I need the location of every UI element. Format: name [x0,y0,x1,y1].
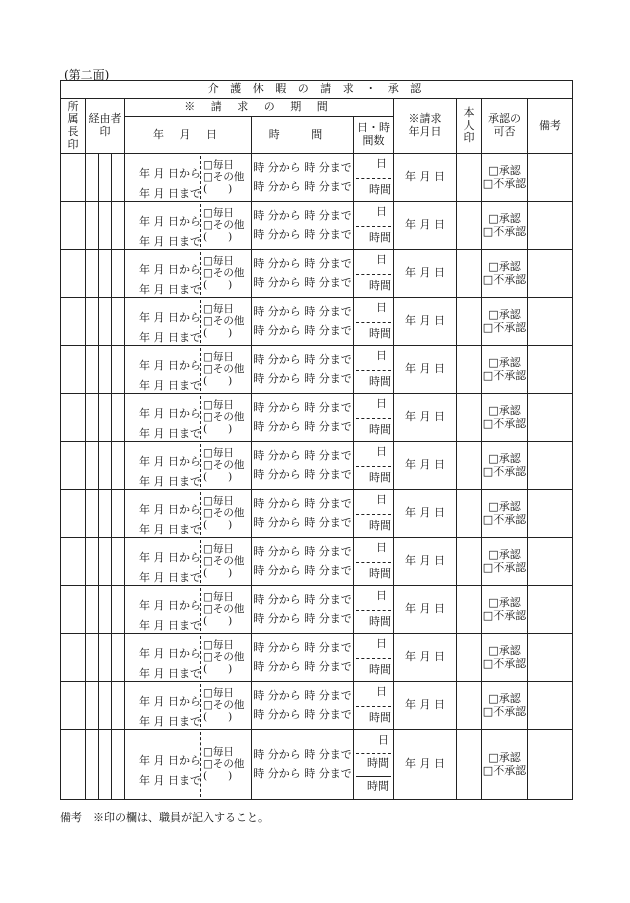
dept-head-seal-cell[interactable] [61,154,86,202]
request-date-cell[interactable]: 年 月 日 [394,202,457,250]
date-from: 年 月 日から [139,754,201,767]
chain-seal-cell[interactable] [86,490,99,538]
date-from: 年 月 日から [139,599,201,612]
days-hours-cell[interactable]: 日 時間 [354,442,394,490]
chain-seal-cell[interactable] [112,634,125,682]
daily-checkbox[interactable]: □毎日 [203,746,234,758]
time-range-cell[interactable]: 時 分から 時 分まで 時 分から 時 分まで [252,154,354,202]
date-to: 年 月 日まで [139,331,201,344]
approval-cell[interactable] [482,634,528,682]
date-to: 年 月 日まで [139,475,201,488]
approval-cell[interactable] [482,586,528,634]
self-seal-cell[interactable] [457,682,482,730]
disapprove-checkbox: □不承認 [482,704,527,718]
days-hours-cell[interactable]: 日 時間 [354,346,394,394]
chain-seal-cell[interactable] [86,202,99,250]
chain-seal-cell[interactable] [99,682,112,730]
days-hours-cell[interactable]: 日 時間 [354,538,394,586]
time-range-cell[interactable]: 時 分から 時 分まで 時 分から 時 分まで [252,730,354,800]
date-to: 年 月 日まで [139,667,201,680]
chain-seal-cell[interactable] [86,298,99,346]
chain-seal-cell[interactable] [99,538,112,586]
approval-cell[interactable] [482,394,528,442]
days-hours-cell[interactable]: 日 時間 [354,586,394,634]
remarks-header: 備考 [528,99,573,154]
chain-seal-cell[interactable] [112,538,125,586]
other-checkbox[interactable]: □その他 [203,650,245,663]
days-hours-cell[interactable]: 日 時間 [354,490,394,538]
approve-checkbox: □承認 [488,403,521,417]
approval-cell[interactable] [482,298,528,346]
date-from: 年 月 日から [139,359,201,372]
chain-seal-cell[interactable] [99,346,112,394]
approval-cell[interactable] [482,490,528,538]
other-checkbox[interactable]: □その他 [203,266,245,279]
period-header: ※ 請 求 の 期 間 [125,99,394,117]
disapprove-checkbox: □不承認 [482,176,527,190]
other-checkbox[interactable]: □その他 [203,314,245,327]
days-hours-cell[interactable]: 日 時間 [354,250,394,298]
daily-checkbox[interactable]: □毎日 [203,255,234,267]
entry-row [61,346,573,394]
date-range-cell[interactable] [125,346,252,394]
self-seal-cell[interactable] [457,250,482,298]
dept-head-seal-cell[interactable] [61,490,86,538]
dept-head-seal-cell[interactable] [61,586,86,634]
date-to: 年 月 日まで [139,235,201,248]
days-hours-cell[interactable]: 日 時間 [354,154,394,202]
other-detail: ( ) [203,422,233,435]
approval-cell[interactable] [482,202,528,250]
date-from: 年 月 日から [139,311,201,324]
disapprove-checkbox: □不承認 [482,224,527,238]
date-from: 年 月 日から [139,407,201,420]
disapprove-checkbox: □不承認 [482,320,527,334]
approve-checkbox: □承認 [488,547,521,561]
days-hours-cell[interactable]: 日 時間 [354,298,394,346]
date-from: 年 月 日から [139,503,201,516]
chain-seal-cell[interactable] [112,250,125,298]
remarks-cell[interactable] [528,634,573,682]
time-range-cell[interactable]: 時 分から 時 分まで 時 分から 時 分まで [252,346,354,394]
daily-checkbox[interactable]: □毎日 [203,207,234,219]
chain-seal-cell[interactable] [99,730,112,800]
dept-head-seal-cell[interactable] [61,202,86,250]
dept-head-seal-header: 所 属 長 印 [61,99,86,154]
other-detail: ( ) [203,662,233,675]
chain-seal-cell[interactable] [99,394,112,442]
time-range-cell[interactable]: 時 分から 時 分まで 時 分から 時 分まで [252,490,354,538]
chain-seal-cell[interactable] [86,346,99,394]
leave-request-table [60,80,573,800]
chain-seal-cell[interactable] [86,154,99,202]
daily-checkbox[interactable]: □毎日 [203,687,234,699]
date-to: 年 月 日まで [139,523,201,536]
entry-row [61,250,573,298]
days-hours-cell[interactable]: 日 時間 [354,394,394,442]
entry-row [61,682,573,730]
chain-seal-cell[interactable] [112,298,125,346]
other-checkbox[interactable]: □その他 [203,506,245,519]
remarks-cell[interactable] [528,586,573,634]
daily-checkbox[interactable]: □毎日 [203,159,234,171]
time-range-cell[interactable]: 時 分から 時 分まで 時 分から 時 分まで [252,634,354,682]
time-range-cell[interactable]: 時 分から 時 分まで 時 分から 時 分まで [252,538,354,586]
approve-checkbox: □承認 [488,451,521,465]
dept-head-seal-cell[interactable] [61,634,86,682]
disapprove-checkbox: □不承認 [482,272,527,286]
disapprove-checkbox: □不承認 [482,512,527,526]
date-col-header: 年 月 日 [125,117,252,154]
days-hours-cell[interactable]: 日 時間 時間 [354,730,394,800]
self-seal-cell[interactable] [457,442,482,490]
self-seal-cell[interactable] [457,586,482,634]
daily-checkbox[interactable]: □毎日 [203,495,234,507]
other-detail: ( ) [203,614,233,627]
chain-seal-cell[interactable] [112,490,125,538]
date-to: 年 月 日まで [139,187,201,200]
time-col-header: 時 間 [252,117,354,154]
dept-head-seal-cell[interactable] [61,730,86,800]
request-date-cell[interactable]: 年 月 日 [394,346,457,394]
date-from: 年 月 日から [139,647,201,660]
self-seal-cell[interactable] [457,202,482,250]
other-detail: ( ) [203,566,233,579]
remarks-cell[interactable] [528,394,573,442]
chain-seal-cell[interactable] [99,202,112,250]
self-seal-cell[interactable] [457,634,482,682]
approve-checkbox: □承認 [488,163,521,177]
other-detail: ( ) [203,470,233,483]
approve-checkbox: □承認 [488,750,521,764]
days-hours-header: 日・時 間数 [354,117,394,154]
chain-seal-cell[interactable] [86,394,99,442]
date-range-cell[interactable] [125,154,252,202]
disapprove-checkbox: □不承認 [482,763,527,777]
entry-row [61,490,573,538]
request-date-cell[interactable]: 年 月 日 [394,442,457,490]
date-to: 年 月 日まで [139,283,201,296]
remarks-cell[interactable] [528,730,573,800]
chain-seal-cell[interactable] [112,442,125,490]
approve-checkbox: □承認 [488,499,521,513]
daily-checkbox[interactable]: □毎日 [203,303,234,315]
disapprove-checkbox: □不承認 [482,464,527,478]
chain-seal-cell[interactable] [86,250,99,298]
time-range-cell[interactable]: 時 分から 時 分まで 時 分から 時 分まで [252,586,354,634]
chain-seals-header: 経由者印 [86,99,125,154]
date-from: 年 月 日から [139,167,201,180]
other-detail: ( ) [203,278,233,291]
time-range-cell[interactable]: 時 分から 時 分まで 時 分から 時 分まで [252,442,354,490]
entry-row [61,586,573,634]
page-label: (第二面) [64,68,110,82]
date-range-cell[interactable] [125,250,252,298]
date-range-cell[interactable] [125,682,252,730]
other-detail: ( ) [203,769,233,782]
dept-head-seal-cell[interactable] [61,346,86,394]
remarks-cell[interactable] [528,682,573,730]
time-range-cell[interactable]: 時 分から 時 分まで 時 分から 時 分まで [252,250,354,298]
date-to: 年 月 日まで [139,379,201,392]
self-seal-cell[interactable] [457,730,482,800]
approval-cell[interactable] [482,250,528,298]
date-range-cell[interactable] [125,634,252,682]
chain-seal-cell[interactable] [99,586,112,634]
chain-seal-cell[interactable] [99,298,112,346]
approve-checkbox: □承認 [488,307,521,321]
other-detail: ( ) [203,326,233,339]
request-date-cell[interactable]: 年 月 日 [394,682,457,730]
chain-seal-cell[interactable] [99,250,112,298]
date-to: 年 月 日まで [139,571,201,584]
chain-seal-cell[interactable] [86,586,99,634]
approval-cell[interactable] [482,730,528,800]
disapprove-checkbox: □不承認 [482,368,527,382]
date-from: 年 月 日から [139,263,201,276]
remarks-cell[interactable] [528,346,573,394]
date-range-cell[interactable] [125,490,252,538]
chain-seal-cell[interactable] [99,154,112,202]
chain-seal-cell[interactable] [86,634,99,682]
time-range-cell[interactable]: 時 分から 時 分まで 時 分から 時 分まで [252,394,354,442]
request-date-cell[interactable]: 年 月 日 [394,490,457,538]
chain-seal-cell[interactable] [86,538,99,586]
disapprove-checkbox: □不承認 [482,608,527,622]
chain-seal-cell[interactable] [99,490,112,538]
approval-cell[interactable] [482,154,528,202]
chain-seal-cell[interactable] [112,730,125,800]
chain-seal-cell[interactable] [112,154,125,202]
other-checkbox[interactable]: □その他 [203,218,245,231]
date-to: 年 月 日まで [139,427,201,440]
daily-checkbox[interactable]: □毎日 [203,639,234,651]
dept-head-seal-cell[interactable] [61,298,86,346]
self-seal-cell[interactable] [457,490,482,538]
dept-head-seal-cell[interactable] [61,682,86,730]
date-range-cell[interactable] [125,394,252,442]
other-checkbox[interactable]: □その他 [203,698,245,711]
remarks-cell[interactable] [528,442,573,490]
date-range-cell[interactable] [125,202,252,250]
entry-row [61,538,573,586]
request-date-cell[interactable]: 年 月 日 [394,394,457,442]
entry-row [61,634,573,682]
days-hours-cell[interactable]: 日 時間 [354,634,394,682]
other-checkbox[interactable]: □その他 [203,602,245,615]
dept-head-seal-cell[interactable] [61,442,86,490]
date-to: 年 月 日まで [139,715,201,728]
date-from: 年 月 日から [139,455,201,468]
footnote: 備考 ※印の欄は、職員が記入すること。 [60,811,269,824]
date-from: 年 月 日から [139,695,201,708]
approval-cell[interactable] [482,442,528,490]
remarks-cell[interactable] [528,298,573,346]
approve-checkbox: □承認 [488,595,521,609]
chain-seal-cell[interactable] [112,394,125,442]
remarks-cell[interactable] [528,250,573,298]
disapprove-checkbox: □不承認 [482,560,527,574]
remarks-cell[interactable] [528,154,573,202]
approval-cell[interactable] [482,346,528,394]
chain-seal-cell[interactable] [99,634,112,682]
entry-row [61,394,573,442]
entry-row [61,442,573,490]
dept-head-seal-cell[interactable] [61,538,86,586]
entry-row [61,298,573,346]
days-hours-cell[interactable]: 日 時間 [354,682,394,730]
other-checkbox[interactable]: □その他 [203,757,245,770]
other-detail: ( ) [203,710,233,723]
entry-row [61,154,573,202]
daily-checkbox[interactable]: □毎日 [203,591,234,603]
time-range-cell[interactable]: 時 分から 時 分まで 時 分から 時 分まで [252,298,354,346]
other-checkbox[interactable]: □その他 [203,410,245,423]
date-range-cell[interactable] [125,730,252,800]
date-range-cell[interactable] [125,298,252,346]
self-seal-cell[interactable] [457,346,482,394]
time-range-cell[interactable]: 時 分から 時 分まで 時 分から 時 分まで [252,682,354,730]
request-date-cell[interactable]: 年 月 日 [394,154,457,202]
request-date-cell[interactable]: 年 月 日 [394,730,457,800]
self-seal-header: 本 人 印 [457,99,482,154]
daily-checkbox[interactable]: □毎日 [203,351,234,363]
entry-row [61,730,573,800]
chain-seal-cell[interactable] [99,442,112,490]
request-date-cell[interactable]: 年 月 日 [394,538,457,586]
chain-seal-cell[interactable] [86,442,99,490]
chain-seal-cell[interactable] [86,730,99,800]
chain-seal-cell[interactable] [112,586,125,634]
dept-head-seal-cell[interactable] [61,250,86,298]
approve-checkbox: □承認 [488,691,521,705]
other-checkbox[interactable]: □その他 [203,362,245,375]
approval-header: 承認の 可否 [482,99,528,154]
approve-checkbox: □承認 [488,643,521,657]
disapprove-checkbox: □不承認 [482,656,527,670]
other-checkbox[interactable]: □その他 [203,554,245,567]
self-seal-cell[interactable] [457,154,482,202]
self-seal-cell[interactable] [457,298,482,346]
daily-checkbox[interactable]: □毎日 [203,447,234,459]
date-range-cell[interactable] [125,442,252,490]
request-date-header: ※請求 年月日 [394,99,457,154]
remarks-cell[interactable] [528,538,573,586]
chain-seal-cell[interactable] [112,682,125,730]
request-date-cell[interactable]: 年 月 日 [394,586,457,634]
date-from: 年 月 日から [139,551,201,564]
entry-row [61,202,573,250]
date-range-cell[interactable] [125,586,252,634]
other-detail: ( ) [203,230,233,243]
disapprove-checkbox: □不承認 [482,416,527,430]
date-to: 年 月 日まで [139,774,201,787]
request-date-cell[interactable]: 年 月 日 [394,298,457,346]
date-from: 年 月 日から [139,215,201,228]
other-detail: ( ) [203,374,233,387]
request-date-cell[interactable]: 年 月 日 [394,250,457,298]
request-form [60,80,572,800]
time-range-cell[interactable]: 時 分から 時 分まで 時 分から 時 分まで [252,202,354,250]
approve-checkbox: □承認 [488,259,521,273]
approve-checkbox: □承認 [488,211,521,225]
self-seal-cell[interactable] [457,538,482,586]
approval-cell[interactable] [482,682,528,730]
self-seal-cell[interactable] [457,394,482,442]
request-date-cell[interactable]: 年 月 日 [394,634,457,682]
chain-seal-cell[interactable] [112,346,125,394]
remarks-cell[interactable] [528,490,573,538]
other-detail: ( ) [203,182,233,195]
other-checkbox[interactable]: □その他 [203,170,245,183]
dept-head-seal-cell[interactable] [61,394,86,442]
chain-seal-cell[interactable] [112,202,125,250]
daily-checkbox[interactable]: □毎日 [203,399,234,411]
days-hours-cell[interactable]: 日 時間 [354,202,394,250]
date-to: 年 月 日まで [139,619,201,632]
chain-seal-cell[interactable] [86,682,99,730]
remarks-cell[interactable] [528,202,573,250]
other-checkbox[interactable]: □その他 [203,458,245,471]
form-title: 介 護 休 暇 の 請 求 ・ 承 認 [61,81,573,99]
daily-checkbox[interactable]: □毎日 [203,543,234,555]
date-range-cell[interactable] [125,538,252,586]
approval-cell[interactable] [482,538,528,586]
approve-checkbox: □承認 [488,355,521,369]
other-detail: ( ) [203,518,233,531]
